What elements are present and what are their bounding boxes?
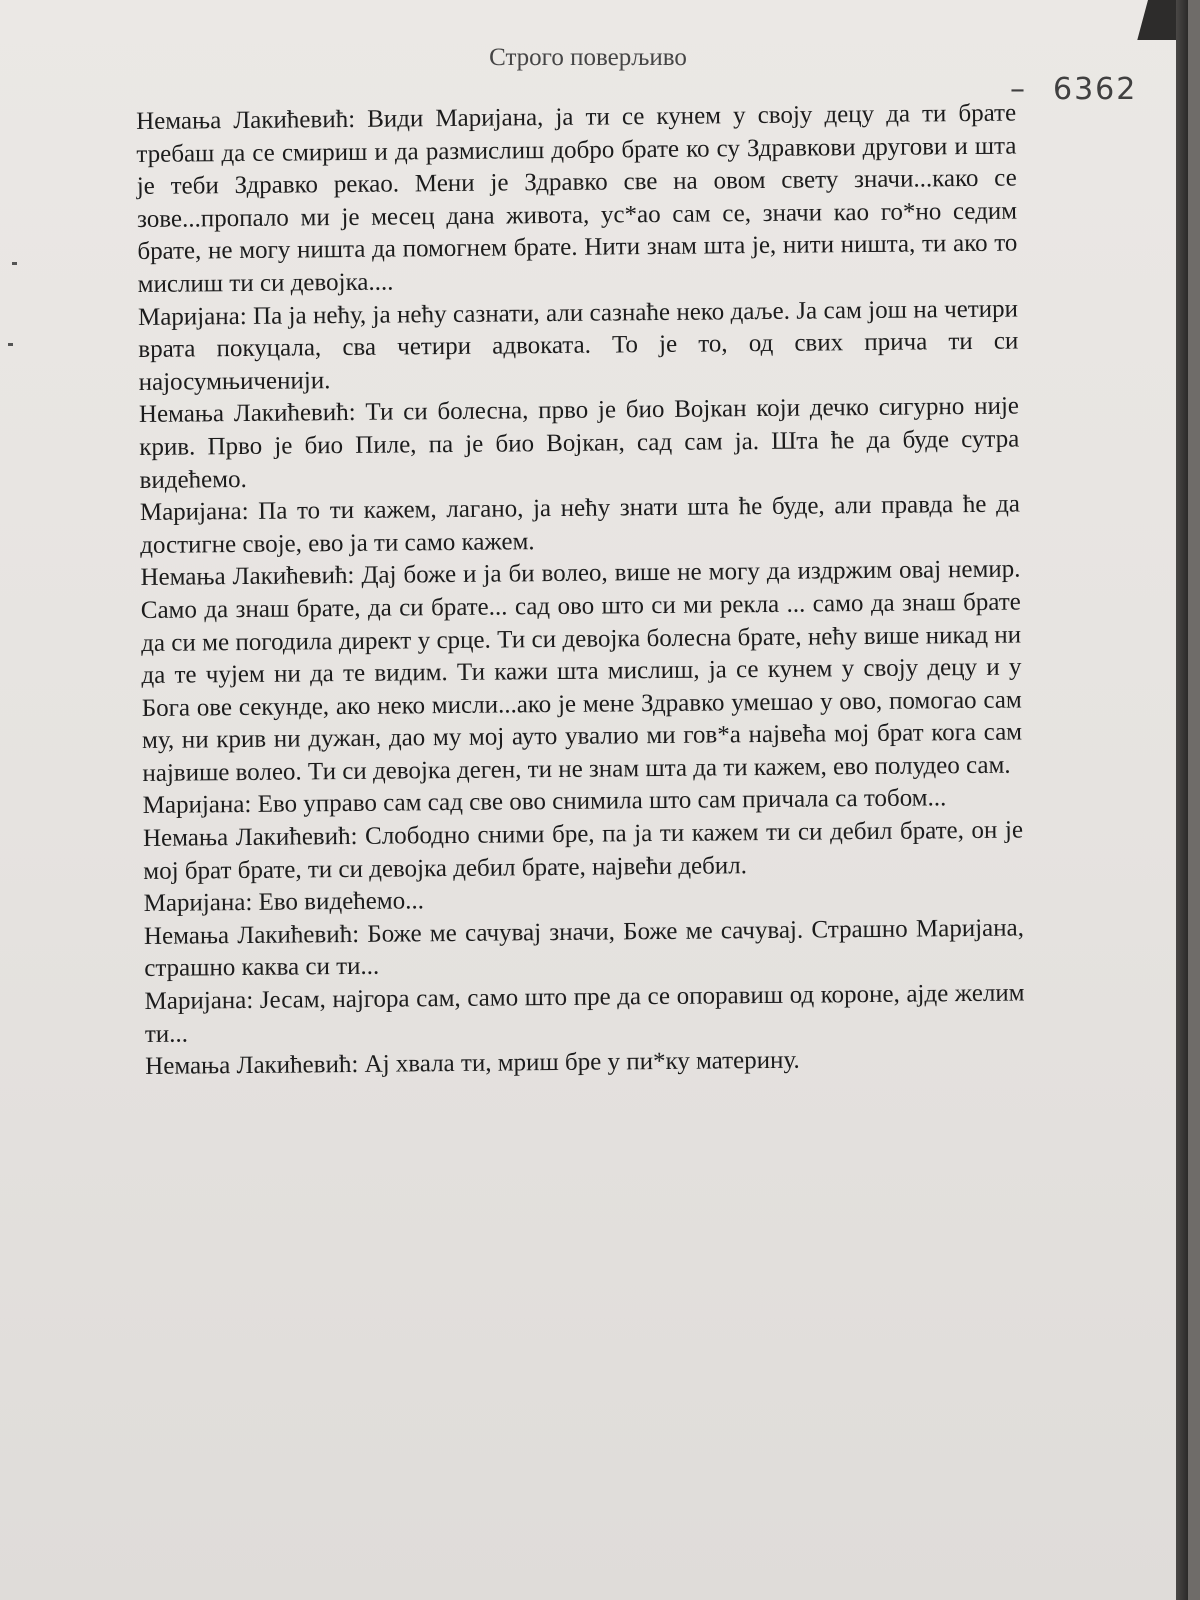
classification-header: Строго поверљиво bbox=[489, 44, 687, 71]
document-number-value: 6362 bbox=[1053, 72, 1138, 107]
speaker-name: Маријана: bbox=[139, 498, 249, 527]
transcript-paragraph bbox=[136, 98, 1018, 302]
utterance-text: Па то ти кажем, лагано, ја нећу знати шта ће буде, али правда ће да достигне своје, ево ја ти само кажем. bbox=[140, 490, 1020, 559]
utterance-text: Ти си болесна, прво је био Војкан који дечко сигурно није крив. Прво је био Пиле, па је био Војкан, сад сам ја. Шта ће да буде сутра видећемо. bbox=[139, 392, 1020, 494]
speaker-name: Маријана: bbox=[144, 986, 254, 1015]
margin-mark bbox=[8, 343, 13, 346]
transcript-paragraph bbox=[140, 554, 1022, 791]
transcript-paragraph bbox=[138, 293, 1019, 399]
document-number-dash: – bbox=[1010, 72, 1027, 107]
speaker-name: Немања Лакићевић: bbox=[142, 822, 358, 853]
utterance-text: Ево видећемо... bbox=[252, 887, 425, 917]
utterance-text: Слободно сними бре, па ја ти кажем ти си дебил брате, он је мој брат брате, ти си девојка дебил брате, највећи дебил. bbox=[143, 816, 1024, 885]
transcript-paragraph bbox=[144, 978, 1025, 1052]
utterance-text: Па ја нећу, ја нећу сазнати, али сазнаће неко даље. Ја сам још на четири врата покуцала, сва четири адвоката. То је то, од свих прича ти си најосумњиченији. bbox=[138, 295, 1019, 396]
speaker-name: Маријана: bbox=[142, 791, 252, 820]
transcript-paragraph bbox=[144, 912, 1025, 986]
speaker-name: Немања Лакићевић: bbox=[136, 105, 356, 135]
utterance-text: Ево управо сам сад све ово снимила што сам причала са тобом... bbox=[251, 784, 947, 819]
margin-mark bbox=[12, 262, 17, 265]
speaker-name: Маријана: bbox=[137, 302, 247, 331]
transcript-body bbox=[136, 98, 1025, 1084]
document-number bbox=[1010, 72, 1137, 107]
utterance-text: Види Маријана, ја ти се кунем у своју децу да ти брате требаш да се смириш и да размислиш добро брате ко су Здравкови другови и шта је теби Здравко рекао. Мени је Здравко све на овом свету значи...како се зове...пропало ми је месец дана живота, ус*ао сам се, значи као го*но седим брате, не могу ништа да помогнем брате. Нити знам шта је, нити ништа, ти ако то мислиш ти си девојка.... bbox=[136, 99, 1018, 298]
utterance-text: Дај боже и ја би волео, више не могу да издржим овај немир. Само да знаш брате, да си брате... сад ово што си ми рекла ... само да знаш брате да си ме погодила директ у срце. Ти си девојка болесна брате, нећу више никад ни да те чујем ни да те видим. Ти кажи шта мислиш, ја се кунем у своју децу и у Бога ове секунде, ако неко мисли...ако је мене Здравко умешао у ово, помогао сам му, ни крив ни дужан, дао му мој ауто увалио ми гов*а највећа мој брат кога сам највише волео. Ти си девојка деген, ти не знам шта да ти кажем, ево полудео сам. bbox=[140, 555, 1023, 787]
speaker-name: Маријана: bbox=[143, 889, 253, 918]
speaker-name: Немања Лакићевић: bbox=[143, 920, 360, 950]
transcript-paragraph bbox=[143, 815, 1024, 889]
page-edge-shadow bbox=[1176, 0, 1188, 1600]
speaker-name: Немања Лакићевић: bbox=[140, 562, 355, 592]
utterance-text: Ај хвала ти, мриш бре у пи*ку материну. bbox=[358, 1046, 800, 1079]
speaker-name: Немања Лакићевић: bbox=[145, 1051, 359, 1081]
transcript-paragraph bbox=[140, 489, 1021, 563]
transcript-paragraph bbox=[139, 391, 1020, 497]
utterance-text: Боже ме сачувај значи, Боже ме сачувај. Страшно Маријана, страшно каква си ти... bbox=[144, 914, 1025, 983]
speaker-name: Немања Лакићевић: bbox=[138, 399, 356, 429]
utterance-text: Јесам, најгора сам, само што пре да се опоравиш од короне, ајде желим ти... bbox=[144, 979, 1025, 1048]
